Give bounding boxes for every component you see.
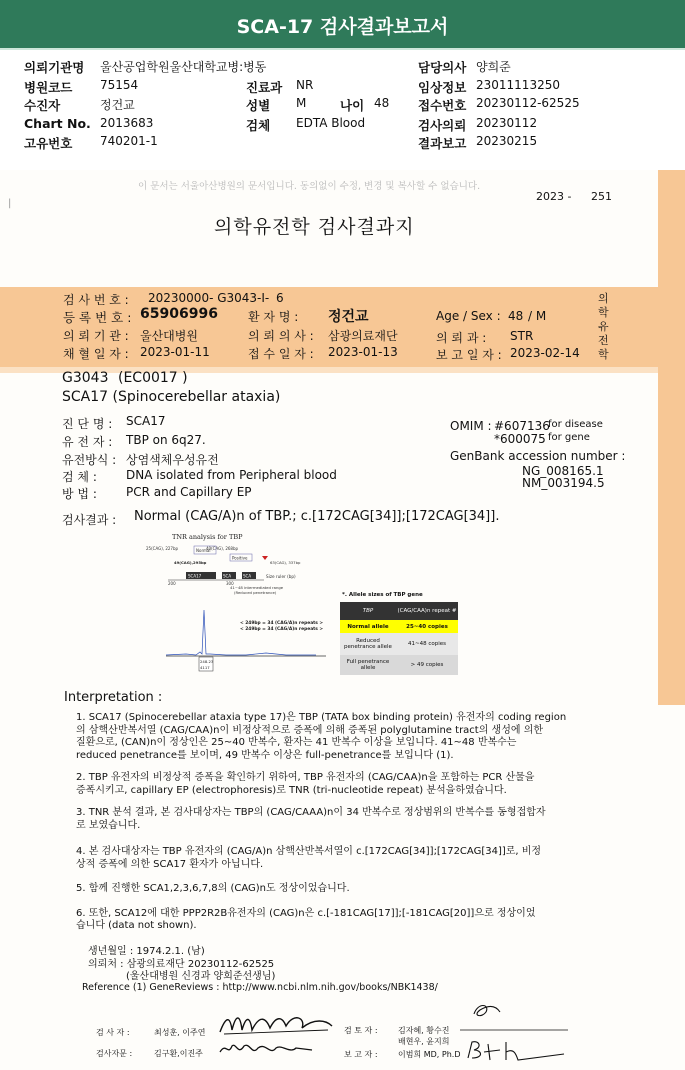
reviewer-signature [460, 1000, 570, 1034]
svg-text:63(CAG), 337bp: 63(CAG), 337bp [270, 560, 301, 565]
interpretation-item-1: 1. SCA17 (Spinocerebellar ataxia type 17)은 TBP (TATA box binding protein) 유전자의 coding region 의 삼핵산반복서열 (CAG/CAA)n이 비정상적으로 증폭에 의해 증폭된 polyglutamine tract의 생성에 의한 질환으로, (CAN)n이 정상인은 25~40 반복수, 환자는 41 반복수 이상을 보입니다. 41~48 반복수는 reduced penetrance를 보이며, 49 반복수 이상은 full-penetrance를 보입니다 (1). [76, 712, 567, 761]
svg-text:25(CAG), 227bp: 25(CAG), 227bp [146, 546, 179, 551]
value-department: NR [296, 78, 314, 92]
value-gene: TBP on 6q27. [126, 433, 206, 447]
label-requesting-org: 의 뢰 기 관 : [63, 329, 129, 343]
svg-text:41~48 intermediated range: 41~48 intermediated range [230, 585, 284, 590]
allele-header-gene: TBP [362, 608, 374, 614]
svg-text:(Reduced penetrance): (Reduced penetrance) [234, 590, 277, 595]
label-unique-no: 고유번호 [24, 136, 73, 151]
value-age: 48 [374, 96, 390, 110]
side-vertical-label: 의 학 유 전 학 [598, 292, 609, 361]
allele-size-table [340, 602, 458, 675]
label-age: 나이 [340, 98, 365, 113]
svg-text:300: 300 [226, 581, 234, 586]
value-age: 48 [508, 309, 524, 323]
value-unique-no: 740201-1 [100, 134, 158, 148]
svg-text:< 249bp = 34 (CAG/A)n repeats: < 249bp = 34 (CAG/A)n repeats > [240, 621, 324, 626]
value-requesting-institution: 울산공업학원울산대학교병:병동 [100, 60, 267, 74]
value-diagnosis: SCA17 [126, 414, 166, 428]
result-label: 검사결과 : [62, 513, 117, 527]
examiner-names: 최성훈, 이주연 [154, 1028, 206, 1037]
reviewer-label: 검 토 자 : [344, 1026, 378, 1035]
interpretation-item-5: 5. 함께 진행한 SCA1,2,3,6,7,8의 (CAG)n도 정상이었습니다. [76, 883, 350, 894]
omim-gene-note: for gene [548, 432, 590, 443]
value-sex: M [296, 96, 307, 110]
reference: Reference (1) GeneReviews : http://www.ncbi.nlm.nih.gov/books/NBK1438/ [82, 982, 438, 993]
svg-text:4117: 4117 [200, 665, 210, 670]
advisor-label: 검사자문 : [96, 1049, 133, 1058]
title-divider [0, 48, 685, 50]
value-exam-no-suffix: 6 [276, 291, 284, 305]
allele-row: Normal allele 25~40 copies [340, 620, 458, 633]
test-code-secondary: (EC0017 ) [118, 370, 188, 386]
value-patient: 정건교 [100, 98, 135, 112]
label-report-date: 보 고 일 자 : [436, 348, 502, 362]
value-receipt-no: 20230112-62525 [476, 96, 580, 110]
label-exam-no: 검 사 번 호 : [63, 293, 129, 307]
label-diagnosis: 진 단 명 : [62, 417, 113, 431]
label-requesting-doctor: 의 뢰 의 사 : [248, 329, 314, 343]
label-requesting-institution: 의뢰기관명 [24, 60, 85, 75]
label-inheritance: 유전방식 : [62, 453, 117, 467]
value-sex: / M [528, 309, 547, 323]
value-exam-no: 20230000- G3043-I- [148, 291, 270, 305]
value-test-request: 20230112 [476, 116, 538, 130]
value-collection-date: 2023-01-11 [140, 345, 210, 359]
advisor-signature [216, 1038, 316, 1060]
label-hospital-code: 병원코드 [24, 80, 73, 95]
label-result-report: 결과보고 [418, 136, 467, 151]
copyright-watermark: 이 문서는 서울아산병원의 문서입니다. 동의없이 수정, 변경 및 복사할 수 없습니다. [138, 181, 481, 192]
label-sex: 성별 [246, 98, 271, 113]
svg-text:SCA17: SCA17 [188, 573, 202, 579]
document-number: 251 [591, 190, 612, 203]
omim-disease-note: for disease [548, 419, 603, 430]
label-collection-date: 채 혈 일 자 : [63, 347, 129, 361]
reporter-name: 이범희 MD, Ph.D [398, 1050, 461, 1059]
label-registration-no: 등 록 번 호 : [63, 310, 132, 325]
reporter-signature [460, 1038, 570, 1064]
svg-text:200: 200 [168, 581, 176, 586]
value-physician: 양희준 [476, 60, 511, 74]
referrer: 의뢰처 : 삼광의료재단 20230112-62525 [88, 959, 275, 970]
side-color-strip [658, 170, 685, 705]
allele-row: Full penetrance allele > 49 copies [340, 655, 458, 675]
label-age-sex: Age / Sex : [436, 309, 501, 323]
value-chart-no: 2013683 [100, 116, 154, 130]
value-patient-name: 정건교 [328, 309, 369, 325]
genbank-ng: NG_008165.1 [522, 464, 604, 478]
value-result-report: 20230215 [476, 134, 538, 148]
label-receipt-no: 접수번호 [418, 98, 467, 113]
result-value: Normal (CAG/A)n of TBP.; c.[172CAG[34]];[172CAG[34]]. [134, 509, 500, 524]
label-clinical-info: 임상정보 [418, 80, 467, 95]
value-specimen: EDTA Blood [296, 116, 366, 130]
value-hospital-code: 75154 [100, 78, 139, 92]
year-label: 2023 - [536, 190, 572, 203]
omim-disease: #607136 [494, 419, 550, 433]
value-requesting-doctor: 삼광의료재단 [328, 329, 398, 343]
advisor-names: 김구환,이진주 [154, 1049, 203, 1058]
label-patient: 수진자 [24, 98, 61, 113]
label-test-request: 검사의뢰 [418, 118, 467, 133]
svg-text:SCA: SCA [243, 573, 252, 579]
label-patient-name: 환 자 명 : [248, 310, 299, 324]
interpretation-item-6: 6. 또한, SCA12에 대한 PPP2R2B유전자의 (CAG)n은 c.[-181CAG[17]];[-181CAG[20]]으로 정상이었 습니다 (data not shown). [76, 907, 536, 931]
label-received-date: 접 수 일 자 : [248, 347, 314, 361]
value-clinical-info: 23011113250 [476, 78, 560, 92]
svg-text:Positive: Positive [232, 555, 248, 561]
referrer-detail: (울산대병원 신경과 양희준선생님) [126, 971, 276, 982]
reviewer-names-2: 배현우, 윤지희 [398, 1037, 450, 1046]
genbank-nm: NM_003194.5 [522, 476, 605, 490]
reviewer-names-1: 김자혜, 황수진 [398, 1026, 450, 1035]
svg-text:Size ruler (bp): Size ruler (bp) [266, 574, 296, 579]
svg-text:49(CAG),295bp: 49(CAG),295bp [174, 560, 207, 565]
label-department: 진료과 [246, 80, 283, 95]
svg-text:40(CAG), 268bp: 40(CAG), 268bp [206, 546, 239, 551]
svg-text:< 249bp = 34 (CAG/A)n repeats: < 249bp = 34 (CAG/A)n repeats > [240, 627, 324, 632]
genbank-label: GenBank accession number : [450, 449, 626, 463]
label-specimen: 검체 [246, 118, 271, 133]
label-sample: 검 체 : [62, 470, 97, 484]
value-requesting-org: 울산대병원 [140, 329, 198, 343]
sheet-title: 의학유전학 검사결과지 [214, 216, 415, 238]
allele-row: Reduced penetrance allele 41~48 copies [340, 633, 458, 655]
svg-text:SCA: SCA [223, 573, 232, 579]
interpretation-item-4: 4. 본 검사대상자는 TBP 유전자의 (CAG/A)n 삼핵산반복서열이 c.[172CAG[34]];[172CAG[34]]로, 비정 상적 증폭에 의한 SCA17 환자가 아닙니다. [76, 846, 542, 870]
birth-date: 생년월일 : 1974.2.1. (남) [88, 946, 205, 957]
value-requesting-dept: STR [510, 329, 534, 343]
examiner-signature [216, 1008, 336, 1038]
value-method: PCR and Capillary EP [126, 485, 252, 499]
allele-table-title: *. Allele sizes of TBP gene [342, 592, 423, 598]
interpretation-item-3: 3. TNR 분석 결과, 본 검사대상자는 TBP의 (CAG/CAAA)n이 34 반복수로 정상범위의 반복수를 동형접합자 로 보였습니다. [76, 807, 546, 831]
value-registration-no: 65906996 [140, 306, 218, 322]
omim-label: OMIM : [450, 419, 492, 433]
label-method: 방 법 : [62, 487, 97, 501]
label-gene: 유 전 자 : [62, 435, 113, 449]
interpretation-body [76, 712, 596, 933]
interpretation-title: Interpretation : [64, 690, 163, 705]
figure-title: TNR analysis for TBP [172, 533, 243, 541]
interpretation-item-2: 2. TBP 유전자의 비정상적 증폭을 확인하기 위하여, TBP 유전자의 (CAG/CAA)n을 포함하는 PCR 산물을 증폭시키고, capillary EP (electrophoresis)로 TNR (tri-nucleotide repeat) 분석을하였습니다. [76, 772, 535, 796]
reporter-label: 보 고 자 : [344, 1050, 378, 1059]
examiner-label: 검 사 자 : [96, 1028, 130, 1037]
svg-text:248.23: 248.23 [200, 659, 214, 664]
label-requesting-dept: 의 뢰 과 : [436, 331, 487, 345]
label-chart-no: Chart No. [24, 116, 91, 131]
tnr-analysis-figure [146, 530, 336, 678]
label-physician: 담당의사 [418, 60, 467, 75]
test-name: SCA17 (Spinocerebellar ataxia) [62, 389, 281, 405]
value-sample: DNA isolated from Peripheral blood [126, 468, 337, 482]
test-code: G3043 [62, 370, 109, 386]
value-report-date: 2023-02-14 [510, 346, 580, 360]
svg-text:Normal: Normal [196, 548, 211, 553]
allele-header-repeat: (CAG/CAA)n repeat # [397, 608, 457, 614]
report-title: SCA-17 검사결과보고서 [0, 0, 685, 48]
value-inheritance: 상염색체우성유전 [126, 453, 219, 467]
omim-gene: *600075 [494, 432, 546, 446]
value-received-date: 2023-01-13 [328, 345, 398, 359]
